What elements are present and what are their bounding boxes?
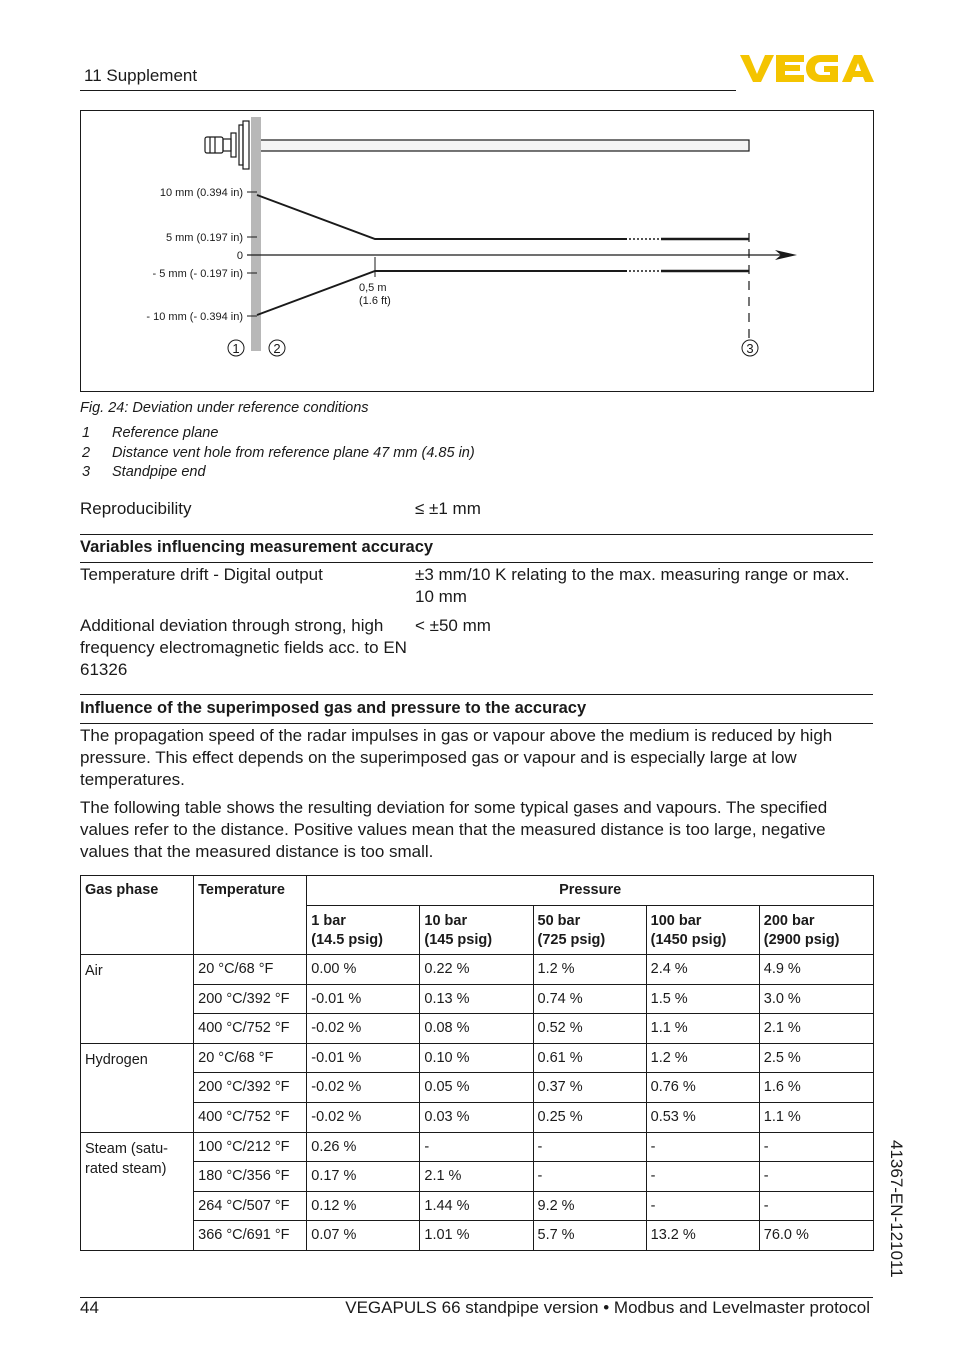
table-row [81, 1102, 874, 1132]
legend-text: Standpipe end [112, 464, 206, 480]
deviation-figure [80, 110, 874, 392]
table-row [81, 1132, 874, 1162]
gas-phase-cell: Air [81, 955, 194, 1044]
reproducibility-label: Reproducibility [80, 499, 192, 518]
rule [80, 694, 873, 695]
footer-title: VEGAPULS 66 standpipe version • Modbus and Levelmaster protocol [345, 1298, 870, 1317]
header-pressure: Pressure [307, 876, 874, 906]
legend-text: Distance vent hole from reference plane 47 mm (4.85 in) [112, 444, 475, 461]
temperature-cell: 400 °C/752 °F [194, 1102, 307, 1132]
header-temperature: Temperature [194, 876, 307, 955]
y-label-minus-10mm: - 10 mm (- 0.394 in) [146, 311, 243, 323]
temperature-cell: 366 °C/691 °F [194, 1221, 307, 1251]
deviation-cell: 0.25 % [533, 1102, 646, 1132]
deviation-cell: 0.53 % [646, 1102, 759, 1132]
deviation-cell: 0.22 % [420, 955, 533, 985]
gas-phase-cell: Steam (satu- rated steam) [81, 1132, 194, 1250]
header-pressure-level: 50 bar (725 psig) [533, 906, 646, 955]
influence-paragraph-1: The propagation speed of the radar impulses in gas or vapour above the medium is reduced by high pressure. This effect depends on the superimposed gas or vapour and is especially large at low temperatures. [80, 726, 833, 789]
deviation-cell: -0.02 % [307, 1102, 420, 1132]
temperature-cell: 264 °C/507 °F [194, 1191, 307, 1221]
x-annotation-distance: 0,5 m [359, 282, 387, 294]
deviation-cell: 2.4 % [646, 955, 759, 985]
x-annotation-distance-ft: (1.6 ft) [359, 295, 391, 307]
deviation-cell: 0.61 % [533, 1043, 646, 1073]
rule [80, 534, 873, 535]
deviation-cell: 0.74 % [533, 984, 646, 1014]
deviation-cell: 9.2 % [533, 1191, 646, 1221]
y-label-0: 0 [236, 250, 243, 262]
marker-3: 3 [746, 341, 754, 356]
deviation-cell: -0.02 % [307, 1014, 420, 1044]
y-label-10mm: 10 mm (0.394 in) [159, 187, 243, 199]
section-label: 11 Supplement [84, 66, 198, 85]
header-pressure-level: 100 bar (1450 psig) [646, 906, 759, 955]
deviation-cell: -0.01 % [307, 984, 420, 1014]
table-row [81, 955, 874, 985]
table-row [81, 1221, 874, 1251]
deviation-cell: -0.01 % [307, 1043, 420, 1073]
temperature-drift-label: Temperature drift - Digital output [80, 565, 323, 584]
reproducibility-value: ≤ ±1 mm [415, 499, 481, 518]
table-row [81, 1014, 874, 1044]
influence-paragraph-2: The following table shows the resulting deviation for some typical gases and vapours. The specified values refer to the distance. Positive values mean that the measured distance is too large, negative values that the measured distance is too small. [80, 798, 828, 861]
temperature-cell: 400 °C/752 °F [194, 1014, 307, 1044]
deviation-cell: 0.17 % [307, 1162, 420, 1192]
deviation-cell: 0.07 % [307, 1221, 420, 1251]
deviation-cell: 0.76 % [646, 1073, 759, 1103]
header-pressure-level: 10 bar (145 psig) [420, 906, 533, 955]
marker-1: 1 [232, 341, 240, 356]
deviation-cell: 1.2 % [646, 1043, 759, 1073]
table-row [81, 984, 874, 1014]
deviation-cell: 1.5 % [646, 984, 759, 1014]
legend-text: Reference plane [112, 425, 219, 441]
page-number: 44 [80, 1298, 99, 1317]
deviation-cell: 0.00 % [307, 955, 420, 985]
deviation-cell: 13.2 % [646, 1221, 759, 1251]
temperature-cell: 200 °C/392 °F [194, 1073, 307, 1103]
deviation-cell: 0.05 % [420, 1073, 533, 1103]
deviation-cell: 0.10 % [420, 1043, 533, 1073]
rule [80, 562, 873, 563]
deviation-cell: 0.13 % [420, 984, 533, 1014]
table-row [81, 1191, 874, 1221]
table-row [81, 1073, 874, 1103]
deviation-cell: - [420, 1132, 533, 1162]
temperature-cell: 20 °C/68 °F [194, 1043, 307, 1073]
y-label-minus-5mm: - 5 mm (- 0.197 in) [152, 268, 243, 280]
deviation-cell: 0.08 % [420, 1014, 533, 1044]
deviation-cell: 0.52 % [533, 1014, 646, 1044]
variables-heading: Variables influencing measurement accuracy [80, 538, 434, 556]
deviation-cell: 1.6 % [759, 1073, 873, 1103]
marker-2: 2 [273, 341, 281, 356]
deviation-diagram [81, 111, 873, 391]
table-row [81, 1043, 874, 1073]
gas-deviation-table [80, 875, 874, 1251]
legend-number: 2 [82, 444, 91, 461]
document-id: 41367-EN-121011 [887, 1140, 906, 1278]
figure-caption: Fig. 24: Deviation under reference conditions [80, 400, 369, 416]
deviation-cell: 1.44 % [420, 1191, 533, 1221]
gas-phase-cell: Hydrogen [81, 1043, 194, 1132]
deviation-cell: 0.12 % [307, 1191, 420, 1221]
header-pressure-level: 200 bar (2900 psig) [759, 906, 873, 955]
table-row [81, 1162, 874, 1192]
rule [80, 723, 873, 724]
deviation-cell: 76.0 % [759, 1221, 873, 1251]
deviation-cell: - [533, 1162, 646, 1192]
deviation-cell: 2.1 % [759, 1014, 873, 1044]
temperature-cell: 180 °C/356 °F [194, 1162, 307, 1192]
deviation-cell: 0.26 % [307, 1132, 420, 1162]
deviation-cell: 1.2 % [533, 955, 646, 985]
deviation-cell: - [759, 1191, 873, 1221]
temperature-cell: 100 °C/212 °F [194, 1132, 307, 1162]
header-pressure-level: 1 bar (14.5 psig) [307, 906, 420, 955]
header-gas-phase: Gas phase [81, 876, 194, 955]
temperature-cell: 200 °C/392 °F [194, 984, 307, 1014]
deviation-cell: 1.1 % [646, 1014, 759, 1044]
deviation-cell: - [759, 1162, 873, 1192]
header-rule [80, 90, 736, 91]
deviation-cell: 5.7 % [533, 1221, 646, 1251]
deviation-cell: - [759, 1132, 873, 1162]
em-fields-label: Additional deviation through strong, high frequency electromagnetic fields acc. to EN 61326 [80, 616, 407, 679]
deviation-cell: 2.1 % [420, 1162, 533, 1192]
y-label-5mm: 5 mm (0.197 in) [165, 232, 243, 244]
deviation-cell: 4.9 % [759, 955, 873, 985]
deviation-cell: 2.5 % [759, 1043, 873, 1073]
deviation-cell: - [533, 1132, 646, 1162]
legend-number: 3 [82, 464, 91, 480]
temperature-drift-value: ±3 mm/10 K relating to the max. measuring range or max. 10 mm [415, 565, 850, 606]
deviation-cell: - [646, 1132, 759, 1162]
deviation-cell: 0.03 % [420, 1102, 533, 1132]
deviation-cell: 1.01 % [420, 1221, 533, 1251]
vega-logo [740, 52, 874, 84]
em-fields-value: < ±50 mm [415, 616, 491, 635]
legend-number: 1 [82, 425, 91, 441]
deviation-cell: 3.0 % [759, 984, 873, 1014]
deviation-cell: -0.02 % [307, 1073, 420, 1103]
deviation-cell: 1.1 % [759, 1102, 873, 1132]
deviation-cell: 0.37 % [533, 1073, 646, 1103]
table-body [81, 955, 874, 1251]
influence-heading: Influence of the superimposed gas and pressure to the accuracy [80, 699, 587, 717]
temperature-cell: 20 °C/68 °F [194, 955, 307, 985]
deviation-cell: - [646, 1162, 759, 1192]
deviation-cell: - [646, 1191, 759, 1221]
